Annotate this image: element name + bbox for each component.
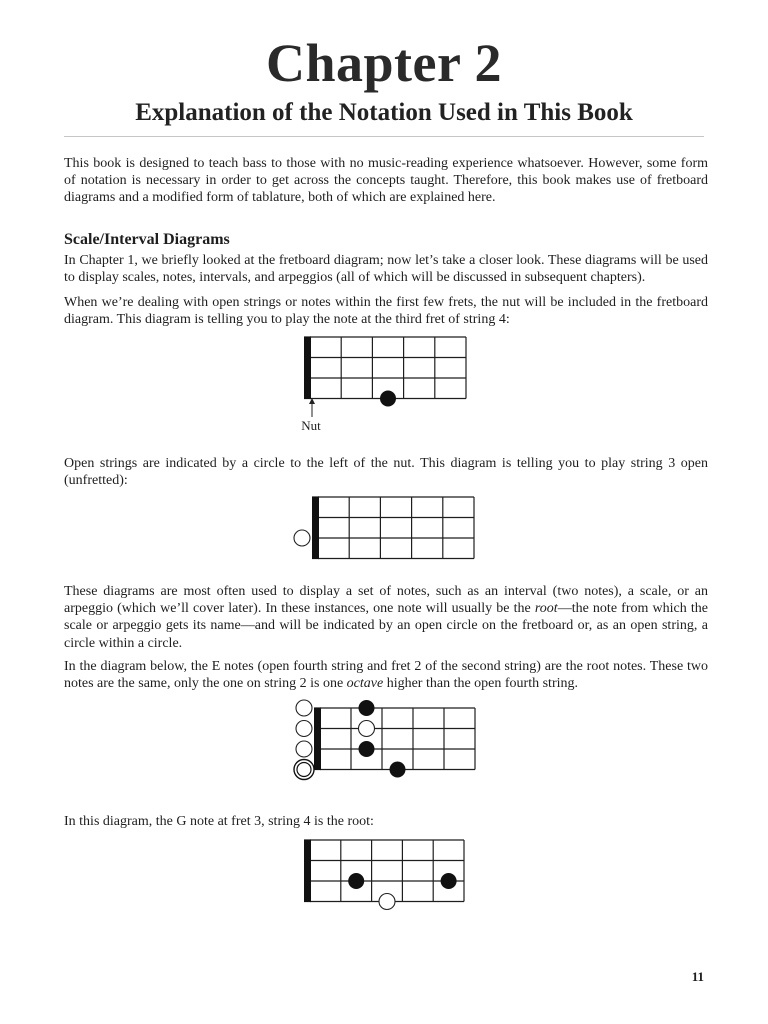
nut [304,839,311,902]
octave-term: octave [346,676,384,692]
chapter-subtitle: Explanation of the Notation Used in This Book [135,99,633,126]
paragraph-open-strings: Open strings are indicated by a circle to the left of the nut. This diagram is telling you to play string 3 open (unfretted): [64,456,708,489]
paragraph-nut-explanation: When we’re dealing with open strings or notes within the first few frets, the nut will be included in the fretboard diagram. This diagram is telling you to play the note at the third fret of string 4: [64,295,708,328]
paragraph-chapter1-reference: In Chapter 1, we briefly looked at the fretboard diagram; now let’s take a closer look. These diagrams will be used to display scales, notes, intervals, and arpeggios (all of which will be discussed in subsequent chapters). [64,253,708,286]
paragraph-g-root: In this diagram, the G note at fret 3, string 4 is the root: [64,814,374,829]
open-note-circle [379,894,395,910]
filled-note-dot [348,873,364,889]
page-number: 11 [691,969,704,984]
fretboard-grid [310,840,464,902]
e-notes-text-before: In the diagram below, the E notes (open fourth string and fret 2 of the second string) are the root notes. These two notes are the same, only the one on string 2 is one [64,659,708,692]
root-text-after: —the note from which the scale or arpeggio gets its name—and will be indicated by an open circle on the fretboard or, as an open string, a circle within a circle. [64,601,708,651]
nut-label: Nut [301,418,321,433]
chapter-title: Chapter 2 [265,33,502,93]
root-term: root [534,601,558,617]
intro-paragraph: This book is designed to teach bass to those with no music-reading experience whatsoever. However, some form of notation is necessary in order to get across the concepts taught. Therefore, this book makes use of fretboard diagrams and a modified form of tablature, both of which are explained here. [64,156,708,206]
section-heading: Scale/Interval Diagrams [64,231,230,248]
root-text-before: These diagrams are most often used to display a set of notes, such as an interval (two notes), a scale, or an arpeggio (which we’ll cover later). In these instances, one note will usually be the [64,584,708,617]
e-notes-text-after: higher than the open fourth string. [383,676,578,692]
filled-note-dot [441,873,457,889]
